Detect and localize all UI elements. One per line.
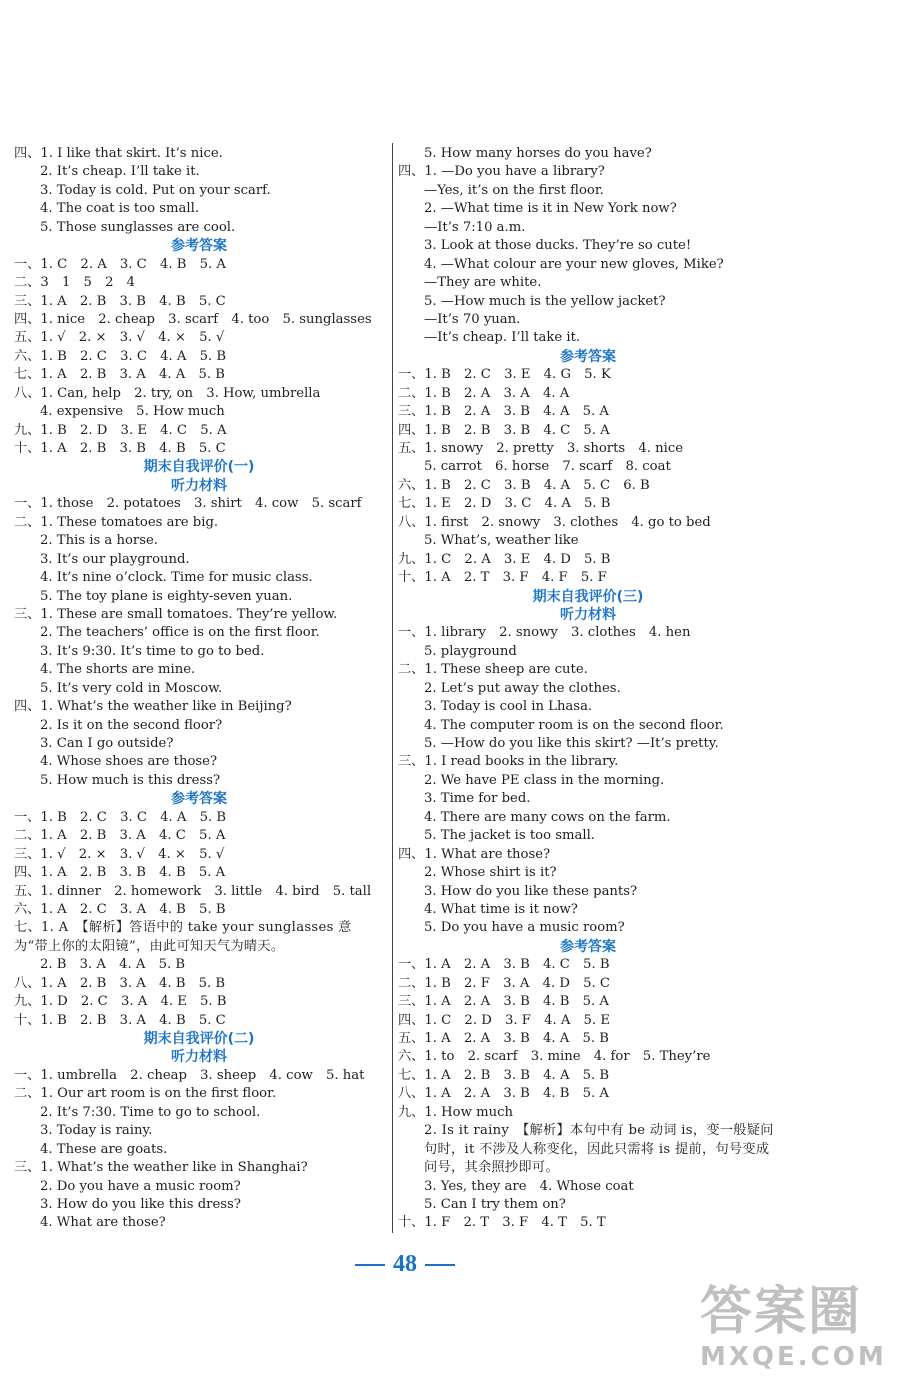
text-line: 五、1. snowy 2. pretty 3. shorts 4. nice bbox=[398, 441, 684, 456]
text-line: 一、1. C 2. A 3. C 4. B 5. A bbox=[14, 256, 226, 272]
text-line: 2. Do you have a music room? bbox=[40, 1178, 241, 1194]
text-line: 5. It’s very cold in Moscow. bbox=[40, 680, 223, 696]
text-line: 二、1. A 2. B 3. A 4. C 5. A bbox=[14, 828, 226, 844]
section-heading: 参考答案 bbox=[171, 791, 227, 808]
text-line: 一、1. library 2. snowy 3. clothes 4. hen bbox=[398, 625, 691, 641]
text-line: 2. This is a horse. bbox=[40, 533, 158, 549]
text-line: 二、1. Our art room is on the first floor. bbox=[14, 1086, 277, 1102]
text-line: 七、1. E 2. D 3. C 4. A 5. B bbox=[398, 496, 611, 512]
text-line: 2. B 3. A 4. A 5. B bbox=[40, 957, 186, 973]
page-number-text: 48 bbox=[393, 1251, 417, 1277]
text-line: 5. The toy plane is eighty-seven yuan. bbox=[40, 588, 293, 604]
text-line: 三、1. A 2. B 3. B 4. B 5. C bbox=[14, 293, 226, 309]
text-line: 一、1. umbrella 2. cheap 3. sheep 4. cow 5. hat bbox=[14, 1067, 365, 1083]
text-line: 2. It’s cheap. I’ll take it. bbox=[40, 164, 200, 180]
text-line: 3. Today is rainy. bbox=[40, 1123, 153, 1139]
watermark-url: MXQE.COM bbox=[700, 1342, 887, 1372]
text-line: 六、1. to 2. scarf 3. mine 4. for 5. They’re bbox=[398, 1049, 711, 1065]
text-line: 5. carrot 6. horse 7. scarf 8. coat bbox=[424, 459, 671, 475]
text-line: 5. What’s, weather like bbox=[424, 533, 579, 549]
left-column bbox=[14, 145, 384, 1233]
section-heading: 听力材料 bbox=[171, 1049, 227, 1066]
text-line: 5. —How do you like this skirt? —It’s pretty. bbox=[424, 736, 719, 751]
watermark bbox=[700, 1282, 890, 1382]
text-line: 一、1. B 2. C 3. C 4. A 5. B bbox=[14, 809, 227, 825]
text-line: 3. Today is cold. Put on your scarf. bbox=[40, 182, 271, 198]
text-line: 五、1. √ 2. × 3. √ 4. × 5. √ bbox=[14, 330, 225, 346]
text-line: 三、1. B 2. A 3. B 4. A 5. A bbox=[398, 404, 609, 420]
text-line: 一、1. B 2. C 3. E 4. G 5. K bbox=[398, 367, 611, 383]
text-line: 八、1. A 2. B 3. A 4. B 5. B bbox=[14, 975, 226, 991]
text-line: 4. It’s nine o’clock. Time for music class. bbox=[40, 570, 313, 586]
text-line: —It’s 70 yuan. bbox=[424, 311, 521, 327]
text-line: 二、1. These tomatoes are big. bbox=[14, 514, 219, 530]
section-heading: 期末自我评价(二) bbox=[143, 1031, 255, 1048]
text-line: 4. What time is it now? bbox=[424, 901, 578, 917]
section-heading: 听力材料 bbox=[560, 606, 616, 623]
text-line: 六、1. B 2. C 3. C 4. A 5. B bbox=[14, 348, 227, 364]
text-line: 四、1. B 2. B 3. B 4. C 5. A bbox=[398, 422, 610, 438]
text-line: 十、1. B 2. B 3. A 4. B 5. C bbox=[14, 1012, 226, 1028]
text-line: 3. Yes, they are 4. Whose coat bbox=[424, 1178, 634, 1194]
text-line: 2. Is it on the second floor? bbox=[40, 717, 223, 733]
text-line: —It’s cheap. I’ll take it. bbox=[424, 330, 581, 346]
text-line: 八、1. A 2. A 3. B 4. B 5. A bbox=[398, 1086, 609, 1102]
text-line: 4. The shorts are mine. bbox=[40, 662, 196, 678]
text-line: 3. It’s 9:30. It’s time to go to bed. bbox=[40, 643, 265, 659]
text-line: 三、1. These are small tomatoes. They’re yellow. bbox=[14, 606, 338, 622]
text-line: 七、1. A 2. B 3. A 4. A 5. B bbox=[14, 367, 225, 383]
text-line: 三、1. What’s the weather like in Shanghai? bbox=[14, 1160, 308, 1176]
answer-explanation: 七、1. A 【解析】答语中的 take your sunglasses 意为“带上你的太阳镜”，由此可知天气为晴天。 bbox=[14, 920, 352, 954]
text-line: 5. playground bbox=[424, 643, 517, 659]
text-line: 5. How many horses do you have? bbox=[424, 146, 652, 161]
text-line: 三、1. √ 2. × 3. √ 4. × 5. √ bbox=[14, 846, 225, 862]
text-line: 五、1. dinner 2. homework 3. little 4. bird 5. tall bbox=[14, 883, 372, 899]
text-line: 三、1. A 2. A 3. B 4. B 5. A bbox=[398, 994, 609, 1010]
text-line: —They are white. bbox=[424, 275, 542, 291]
section-heading: 参考答案 bbox=[560, 348, 616, 365]
text-line: 一、1. those 2. potatoes 3. shirt 4. cow 5. scarf bbox=[14, 496, 362, 512]
text-line: 5. How much is this dress? bbox=[40, 772, 221, 788]
text-line: 四、1. A 2. B 3. B 4. B 5. A bbox=[14, 865, 226, 881]
right-column bbox=[398, 145, 778, 1233]
text-line: 2. It’s 7:30. Time to go to school. bbox=[40, 1104, 261, 1120]
text-line: 5. Those sunglasses are cool. bbox=[40, 219, 236, 235]
text-line: 3. Look at those ducks. They’re so cute! bbox=[424, 238, 692, 254]
text-line: 5. Do you have a music room? bbox=[424, 920, 625, 936]
text-line: 2. —What time is it in New York now? bbox=[424, 201, 677, 217]
text-line: 二、1. B 2. F 3. A 4. D 5. C bbox=[398, 975, 611, 991]
text-line: 3. Today is cool in Lhasa. bbox=[424, 699, 593, 715]
text-line: 七、1. A 2. B 3. B 4. A 5. B bbox=[398, 1067, 610, 1083]
column-divider bbox=[392, 143, 393, 1233]
page-number-dash-left bbox=[355, 1264, 385, 1266]
text-line: 二、3 1 5 2 4 bbox=[14, 275, 136, 291]
text-line: 八、1. first 2. snowy 3. clothes 4. go to bed bbox=[398, 514, 711, 530]
text-line: 2. Whose shirt is it? bbox=[424, 865, 557, 881]
text-line: 4. There are many cows on the farm. bbox=[424, 809, 671, 825]
text-line: 十、1. A 2. T 3. F 4. F 5. F bbox=[398, 570, 607, 586]
text-line: 4. expensive 5. How much bbox=[40, 404, 225, 420]
text-line: 3. Time for bed. bbox=[424, 791, 531, 807]
section-heading: 期末自我评价(三) bbox=[532, 588, 644, 605]
text-line: 九、1. C 2. A 3. E 4. D 5. B bbox=[398, 551, 611, 567]
answer-explanation: 2. Is it rainy 【解析】本句中有 be 动词 is，变一般疑问句时，it 不涉及人称变化，因此只需将 is 提前，句号变成问号，其余照抄即可。 bbox=[424, 1123, 774, 1176]
text-line: 四、1. What are those? bbox=[398, 846, 551, 862]
text-line: 3. It’s our playground. bbox=[40, 551, 190, 567]
text-line: 四、1. What’s the weather like in Beijing? bbox=[14, 699, 292, 715]
text-line: 四、1. —Do you have a library? bbox=[398, 164, 605, 180]
text-line: 3. How do you like this dress? bbox=[40, 1196, 241, 1212]
text-line: 3. How do you like these pants? bbox=[424, 883, 638, 899]
text-line: 二、1. B 2. A 3. A 4. A bbox=[398, 385, 570, 401]
text-line: 2. The teachers’ office is on the first floor. bbox=[40, 625, 320, 641]
watermark-logo-text: 答案圈 bbox=[700, 1282, 863, 1342]
text-line: 九、1. B 2. D 3. E 4. C 5. A bbox=[14, 422, 227, 438]
text-line: 六、1. A 2. C 3. A 4. B 5. B bbox=[14, 901, 226, 917]
section-heading: 期末自我评价(一) bbox=[143, 459, 255, 476]
text-line: 五、1. A 2. A 3. B 4. A 5. B bbox=[398, 1031, 609, 1046]
text-line: 四、1. C 2. D 3. F 4. A 5. E bbox=[398, 1012, 610, 1028]
text-line: 4. The coat is too small. bbox=[40, 201, 200, 217]
section-heading: 参考答案 bbox=[560, 938, 616, 955]
text-line: 5. Can I try them on? bbox=[424, 1196, 566, 1212]
text-line: 二、1. These sheep are cute. bbox=[398, 662, 588, 678]
page-number bbox=[0, 1251, 810, 1278]
text-line: 九、1. How much bbox=[398, 1104, 513, 1120]
text-line: 2. Let’s put away the clothes. bbox=[424, 680, 621, 696]
text-line: 四、1. nice 2. cheap 3. scarf 4. too 5. sunglasses bbox=[14, 311, 372, 327]
text-line: 六、1. B 2. C 3. B 4. A 5. C 6. B bbox=[398, 477, 650, 493]
text-line: 一、1. A 2. A 3. B 4. C 5. B bbox=[398, 957, 610, 973]
text-line: 十、1. A 2. B 3. B 4. B 5. C bbox=[14, 441, 226, 456]
text-line: 5. —How much is the yellow jacket? bbox=[424, 293, 666, 309]
text-line: 九、1. D 2. C 3. A 4. E 5. B bbox=[14, 994, 227, 1010]
section-heading: 听力材料 bbox=[171, 477, 227, 494]
text-line: 2. We have PE class in the morning. bbox=[424, 772, 665, 788]
text-line: 十、1. F 2. T 3. F 4. T 5. T bbox=[398, 1215, 606, 1231]
section-heading: 参考答案 bbox=[171, 238, 227, 255]
text-line: 4. Whose shoes are those? bbox=[40, 754, 218, 770]
text-line: 4. What are those? bbox=[40, 1215, 166, 1231]
text-line: 三、1. I read books in the library. bbox=[398, 754, 619, 770]
text-line: 八、1. Can, help 2. try, on 3. How, umbrella bbox=[14, 385, 321, 401]
text-line: 4. —What colour are your new gloves, Mike? bbox=[424, 256, 724, 272]
text-line: 4. The computer room is on the second floor. bbox=[424, 717, 724, 733]
page-number-dash-right bbox=[425, 1264, 455, 1266]
text-line: 3. Can I go outside? bbox=[40, 736, 174, 751]
text-line: 4. These are goats. bbox=[40, 1141, 168, 1157]
text-line: —It’s 7:10 a.m. bbox=[424, 219, 526, 235]
text-line: 四、1. I like that skirt. It’s nice. bbox=[14, 146, 223, 161]
text-line: 5. The jacket is too small. bbox=[424, 828, 595, 844]
text-line: —Yes, it’s on the first floor. bbox=[424, 182, 604, 198]
